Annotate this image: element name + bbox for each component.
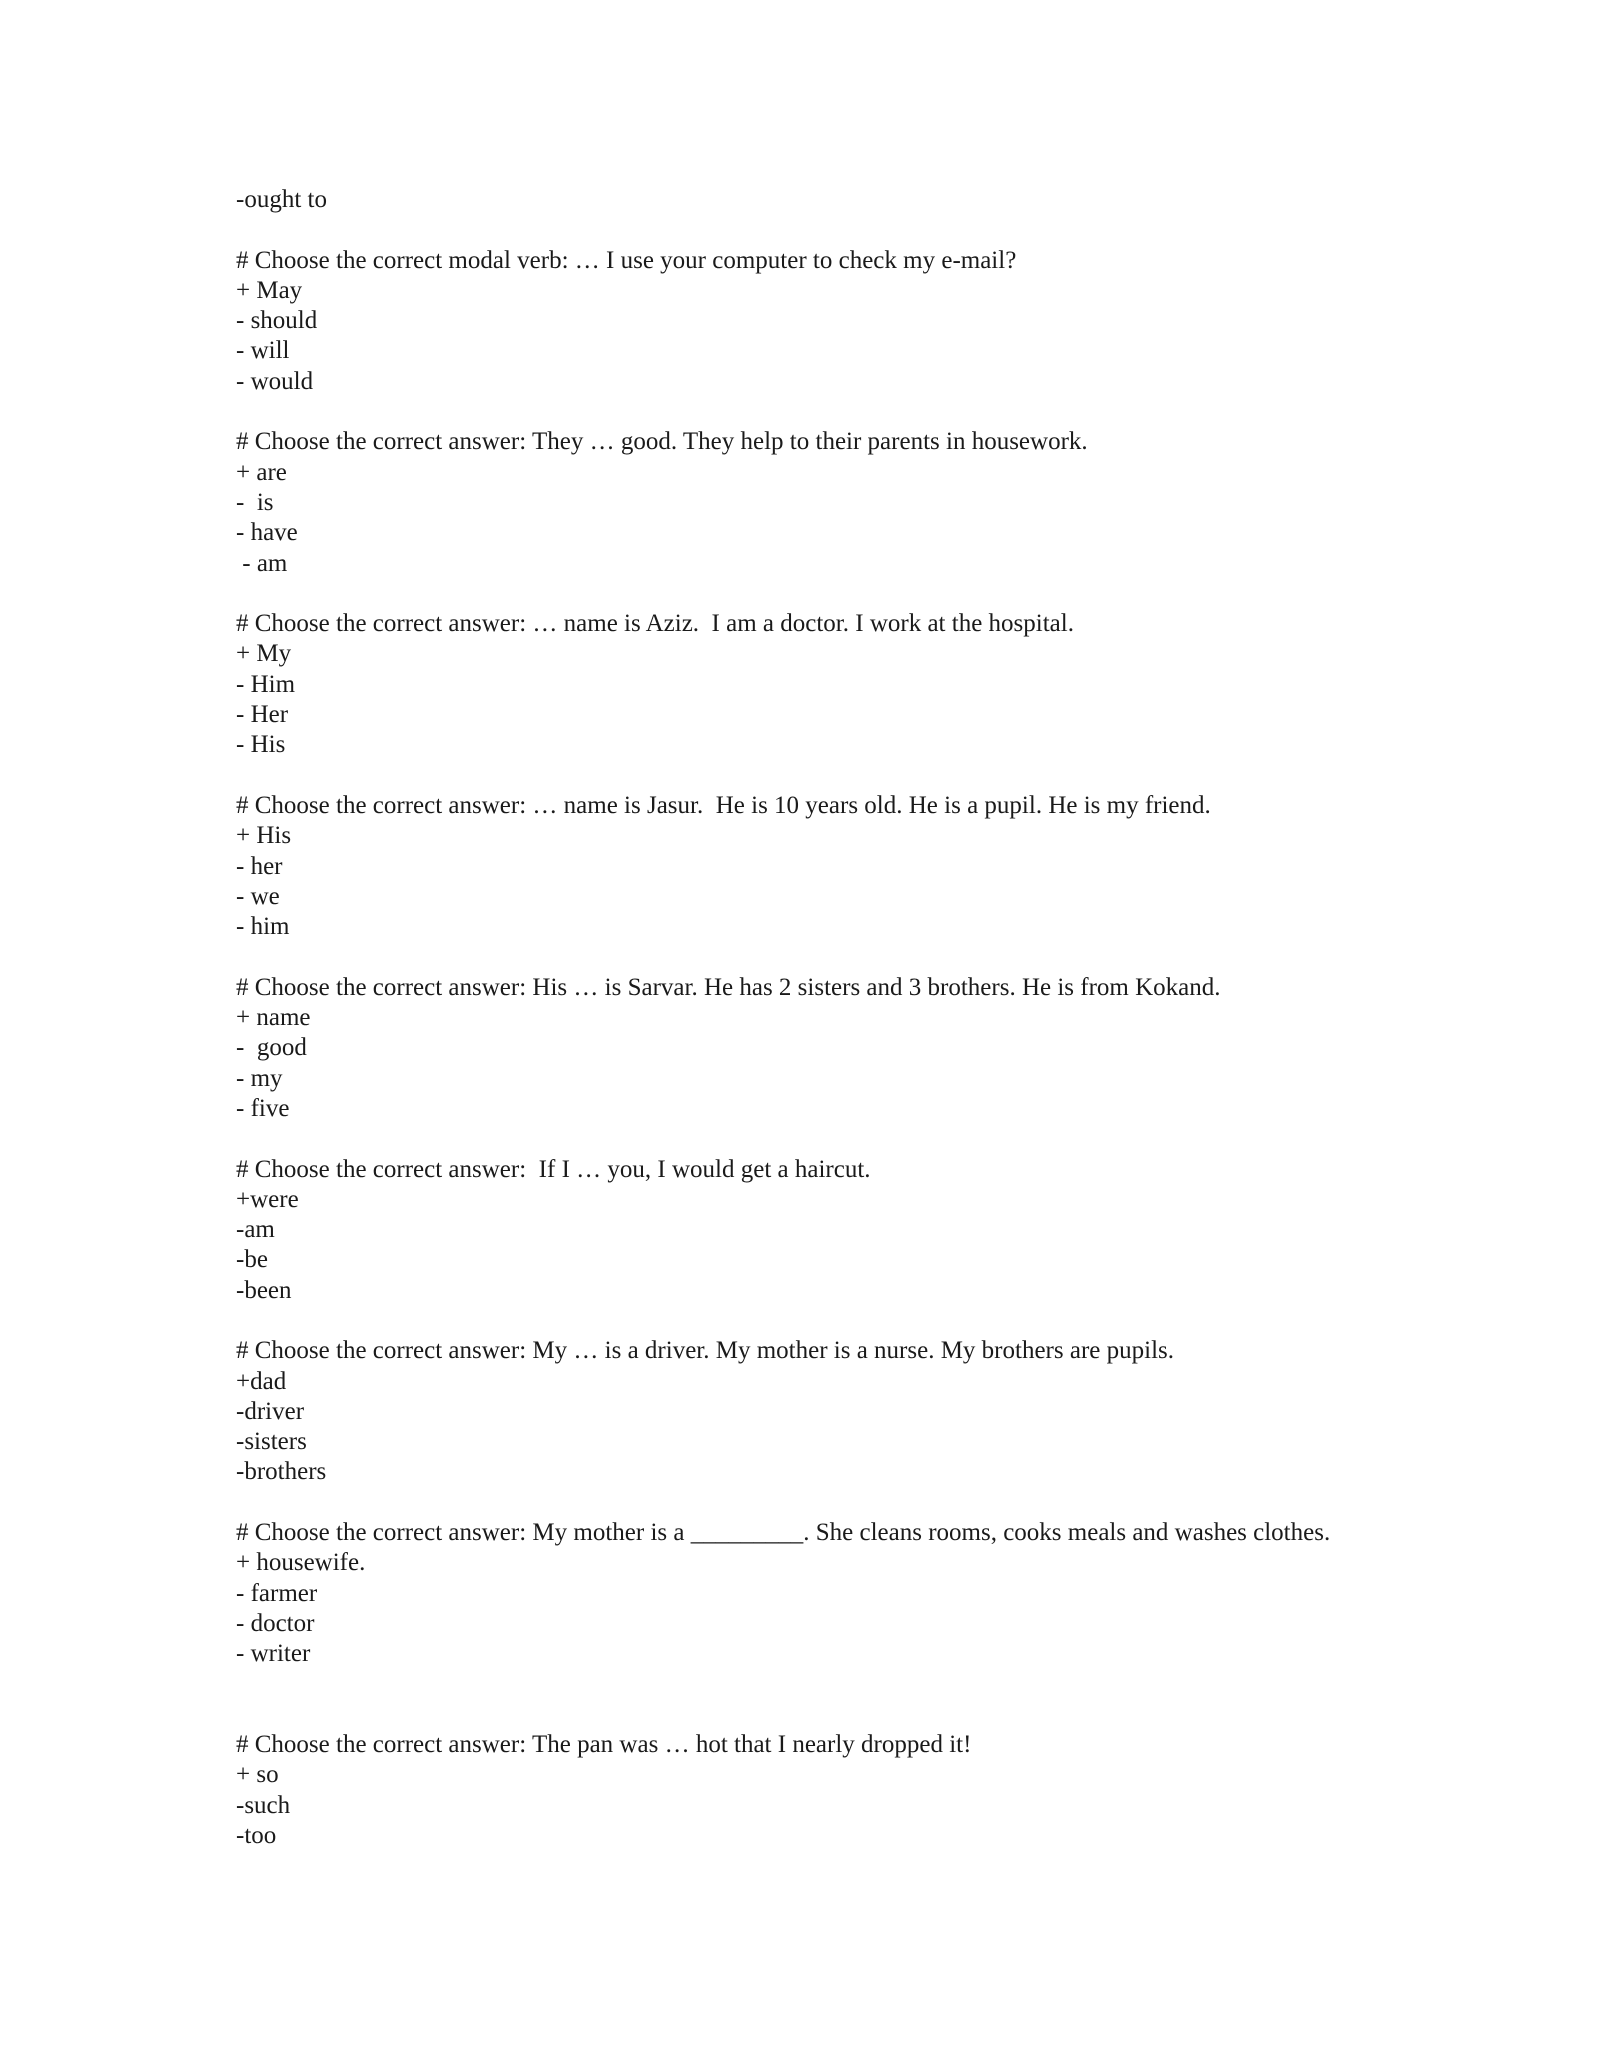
spacer [236, 397, 1362, 427]
answer-option: - farmer [236, 1579, 318, 1607]
answer-option: -sisters [236, 1428, 307, 1456]
answer-option: -driver [236, 1397, 305, 1425]
question-block [236, 1730, 1362, 1851]
question-block [236, 246, 1362, 397]
answer-option: - will [236, 337, 290, 365]
answer-option: - would [236, 367, 314, 395]
answer-option: - we [236, 882, 280, 910]
question-block [236, 973, 1362, 1124]
answer-option: - should [236, 307, 318, 335]
question-block [236, 1155, 1362, 1306]
question-block [236, 609, 1362, 760]
spacer [236, 942, 1362, 972]
spacer [236, 215, 1362, 245]
answer-option: +were [236, 1185, 299, 1213]
answer-option: - my [236, 1064, 283, 1092]
answer-option: - him [236, 913, 290, 941]
spacer [236, 1124, 1362, 1154]
answer-option: - her [236, 852, 283, 880]
answer-option: -be [236, 1246, 268, 1274]
answer-option: -ought to [236, 186, 327, 213]
answer-option: -too [236, 1822, 277, 1850]
spacer [236, 579, 1362, 609]
question-block [236, 791, 1362, 942]
answer-option: + May [236, 276, 303, 304]
answer-option: -such [236, 1791, 291, 1819]
document-page [236, 185, 1362, 1851]
answer-option: -brothers [236, 1458, 327, 1486]
answer-option: +dad [236, 1367, 287, 1395]
answer-option: + are [236, 458, 287, 486]
answer-option: - good [236, 1034, 307, 1062]
answer-option: - five [236, 1094, 290, 1122]
question-text: # Choose the correct answer: His … is Sarvar. He has 2 sisters and 3 brothers. He is from Kokand. [236, 973, 1221, 1001]
answer-option: + housewife. [236, 1549, 366, 1577]
spacer [236, 1306, 1362, 1336]
spacer [236, 761, 1362, 791]
question-block [236, 1518, 1362, 1669]
answer-option: - His [236, 731, 286, 759]
question-text: # Choose the correct answer: … name is Jasur. He is 10 years old. He is a pupil. He is my friend. [236, 791, 1211, 819]
answer-option: - is [236, 488, 274, 516]
answer-option: + so [236, 1761, 279, 1789]
question-block [236, 427, 1362, 578]
answer-option: + name [236, 1004, 311, 1032]
question-text: # Choose the correct answer: The pan was … hot that I nearly dropped it! [236, 1731, 972, 1759]
answer-option: -been [236, 1276, 292, 1304]
answer-option: -am [236, 1216, 275, 1244]
answer-option: - Him [236, 670, 296, 698]
answer-option: + My [236, 640, 292, 668]
question-text: # Choose the correct answer: They … good. They help to their parents in housework. [236, 428, 1088, 456]
answer-option: - am [236, 549, 288, 577]
spacer [236, 1488, 1362, 1518]
question-text: # Choose the correct answer: My mother is a _________. She cleans rooms, cooks meals and washes clothes. [236, 1519, 1331, 1547]
answer-option: + His [236, 822, 292, 850]
answer-option: - writer [236, 1640, 311, 1668]
spacer [236, 1670, 1362, 1731]
question-text: # Choose the correct answer: My … is a driver. My mother is a nurse. My brothers are pupils. [236, 1337, 1174, 1365]
question-text: # Choose the correct modal verb: … I use your computer to check my e-mail? [236, 246, 1017, 274]
answer-option: - Her [236, 701, 289, 729]
question-block [236, 1336, 1362, 1487]
answer-option: - have [236, 519, 298, 547]
question-text: # Choose the correct answer: … name is Aziz. I am a doctor. I work at the hospital. [236, 610, 1074, 638]
answer-option: - doctor [236, 1609, 315, 1637]
question-text: # Choose the correct answer: If I … you, I would get a haircut. [236, 1155, 871, 1183]
